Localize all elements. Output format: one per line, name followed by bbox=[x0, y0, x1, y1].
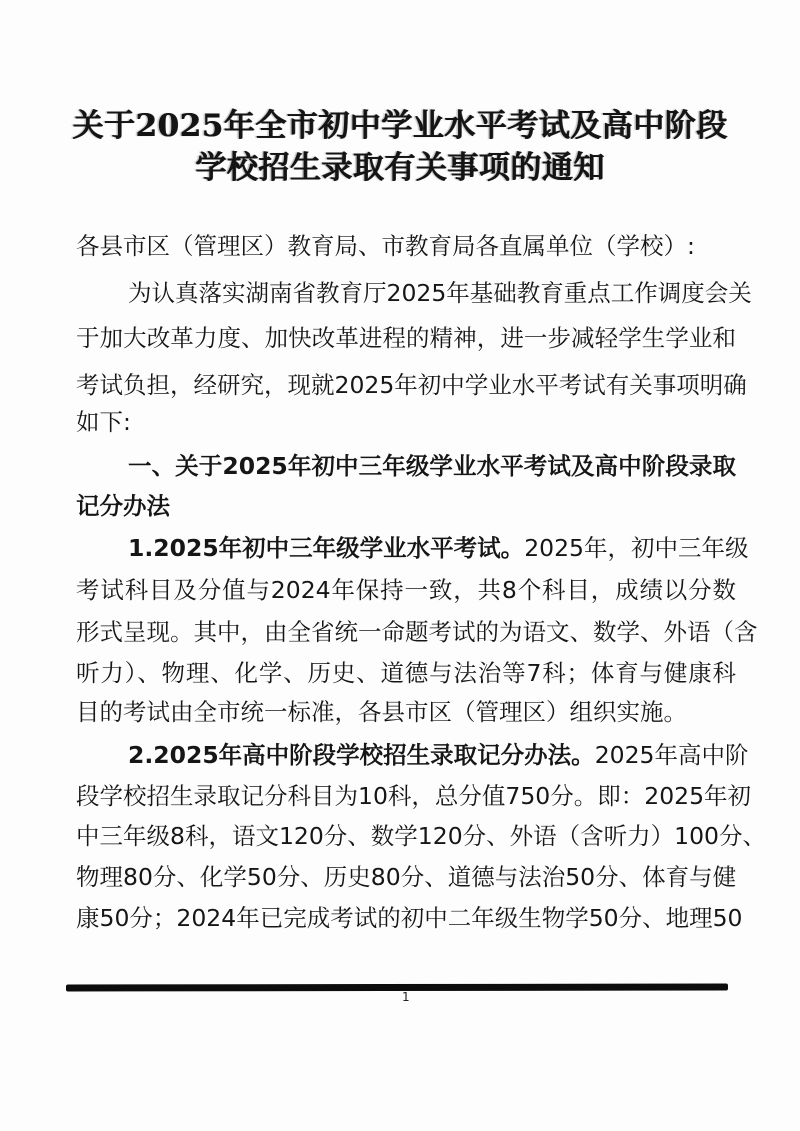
section-1-heading-line-2: 记分办法 bbox=[76, 492, 170, 520]
item-1-line-3: 形式呈现。其中，由全省统一命题考试的为语文、数学、外语（含 bbox=[76, 618, 758, 646]
item-2-line-4: 物理80分、化学50分、历史80分、道德与法治50分、体育与健 bbox=[76, 863, 737, 891]
item-2-line-3: 中三年级8科，语文120分、数学120分、外语（含听力）100分、 bbox=[76, 822, 767, 850]
document-title-line-1: 关于2025年全市初中学业水平考试及高中阶段 bbox=[72, 108, 728, 144]
item-1-line-2: 考试科目及分值与2024年保持一致，共8个科目，成绩以分数 bbox=[76, 576, 736, 604]
intro-line-3: 考试负担，经研究，现就2025年初中学业水平考试有关事项明确 bbox=[76, 371, 747, 399]
item-2-line-5: 康50分；2024年已完成考试的初中二年级生物学50分、地理50 bbox=[76, 904, 743, 932]
item-2-lead: 2.2025年高中阶段学校招生录取记分办法。 bbox=[128, 741, 595, 769]
document-title-line-2: 学校招生录取有关事项的通知 bbox=[195, 150, 605, 186]
intro-line-2: 于加大改革力度、加快改革进程的精神，进一步减轻学生学业和 bbox=[76, 324, 736, 352]
salutation: 各县市区（管理区）教育局、市教育局各直属单位（学校）: bbox=[76, 232, 695, 260]
footer-rule bbox=[66, 984, 728, 992]
intro-line-4: 如下: bbox=[76, 408, 131, 436]
item-1-lead: 1.2025年初中三年级学业水平考试。 bbox=[128, 534, 525, 562]
item-1-line-4: 听力）、物理、化学、历史、道德与法治等7科；体育与健康科 bbox=[76, 659, 736, 687]
item-2-first-line bbox=[128, 740, 749, 770]
item-1-first-rest: 2025年，初中三年级 bbox=[524, 534, 749, 562]
intro-line-1: 为认真落实湖南省教育厅2025年基础教育重点工作调度会关 bbox=[128, 279, 752, 307]
item-2-first-rest: 2025年高中阶 bbox=[594, 741, 749, 769]
page-number: 1 bbox=[402, 990, 410, 1004]
item-1-line-5: 目的考试由全市统一标准，各县市区（管理区）组织实施。 bbox=[76, 698, 687, 726]
section-1-heading-line-1: 一、关于2025年初中三年级学业水平考试及高中阶段录取 bbox=[128, 452, 736, 480]
item-2-line-2: 段学校招生录取记分科目为10科，总分值750分。即：2025年初 bbox=[76, 782, 752, 810]
item-1-first-line bbox=[128, 533, 749, 563]
